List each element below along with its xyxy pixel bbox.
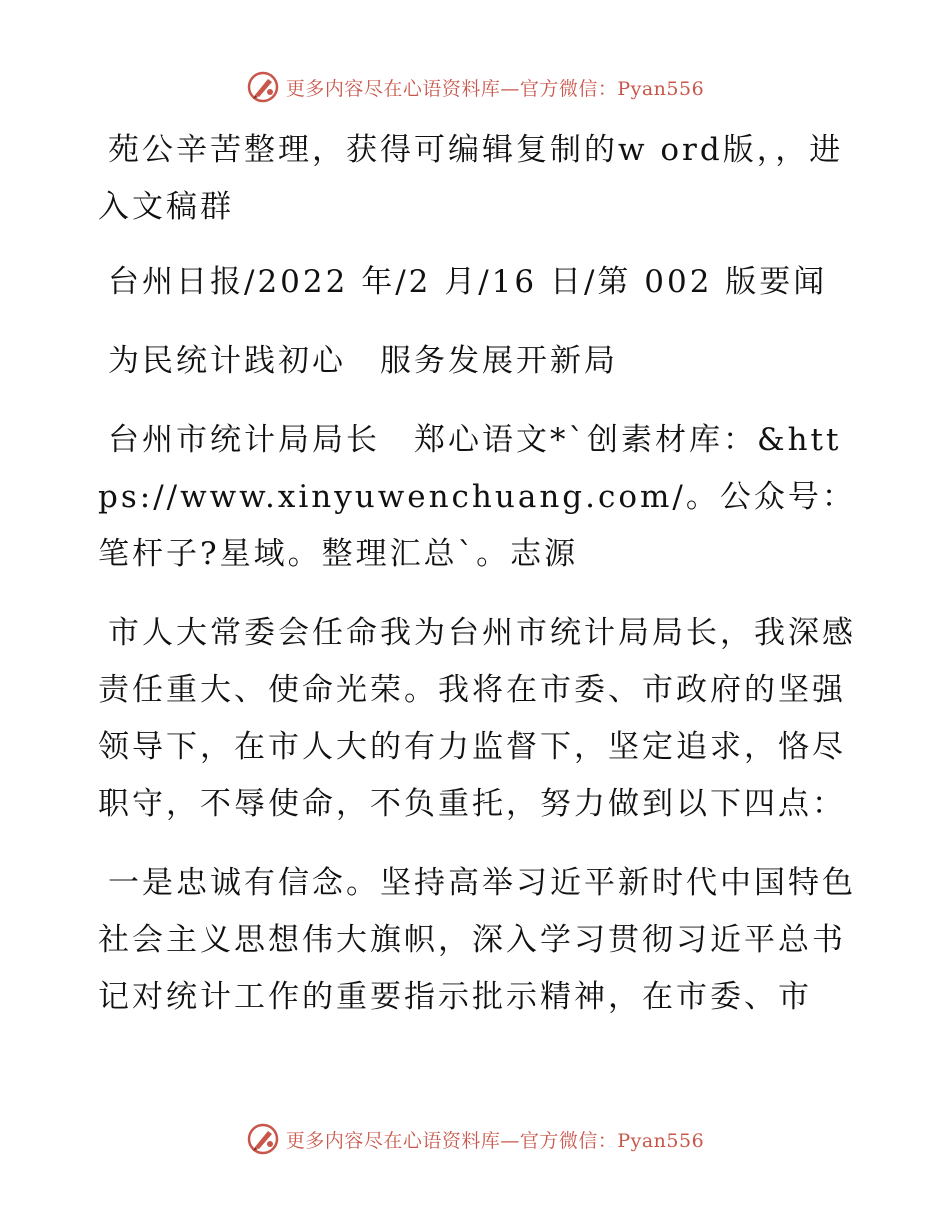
body-paragraph-1: 市人大常委会任命我为台州市统计局局长，我深感责任重大、使命光荣。我将在市委、市政府的坚强领导下，在市人大的有力监督下，坚定追求，恪尽职守，不辱使命，不负重托，努力做到以下四点： xyxy=(98,615,856,822)
body-paragraph-2: 一是忠诚有信念。坚持高举习近平新时代中国特色社会主义思想伟大旗帜，深入学习贯彻习近平总书记对统计工作的重要指示批示精神，在市委、市 xyxy=(98,865,856,1015)
header-banner-text: 更多内容尽在心语资料库—官方微信：Pyan556 xyxy=(285,77,705,100)
article-body xyxy=(98,122,858,1048)
intro-paragraph: 苑公辛苦整理，获得可编辑复制的w ord版，，进入文稿群 xyxy=(98,132,844,225)
source-line: 台州日报/2022 年/2 月/16 日/第 002 版要闻 xyxy=(108,264,828,300)
header-banner xyxy=(0,70,950,104)
footer-banner-text: 更多内容尽在心语资料库—官方微信：Pyan556 xyxy=(285,1129,705,1152)
pen-logo-icon xyxy=(246,70,280,104)
byline: 台州市统计局局长 郑心语文*`创素材库：&https://www.xinyuwenchuang.com/。公众号：笔杆子?星域。整理汇总`。志源 xyxy=(98,422,856,572)
pen-logo-icon xyxy=(246,1122,280,1156)
footer-banner xyxy=(0,1122,950,1156)
article-headline: 为民统计践初心 服务发展开新局 xyxy=(108,343,618,379)
